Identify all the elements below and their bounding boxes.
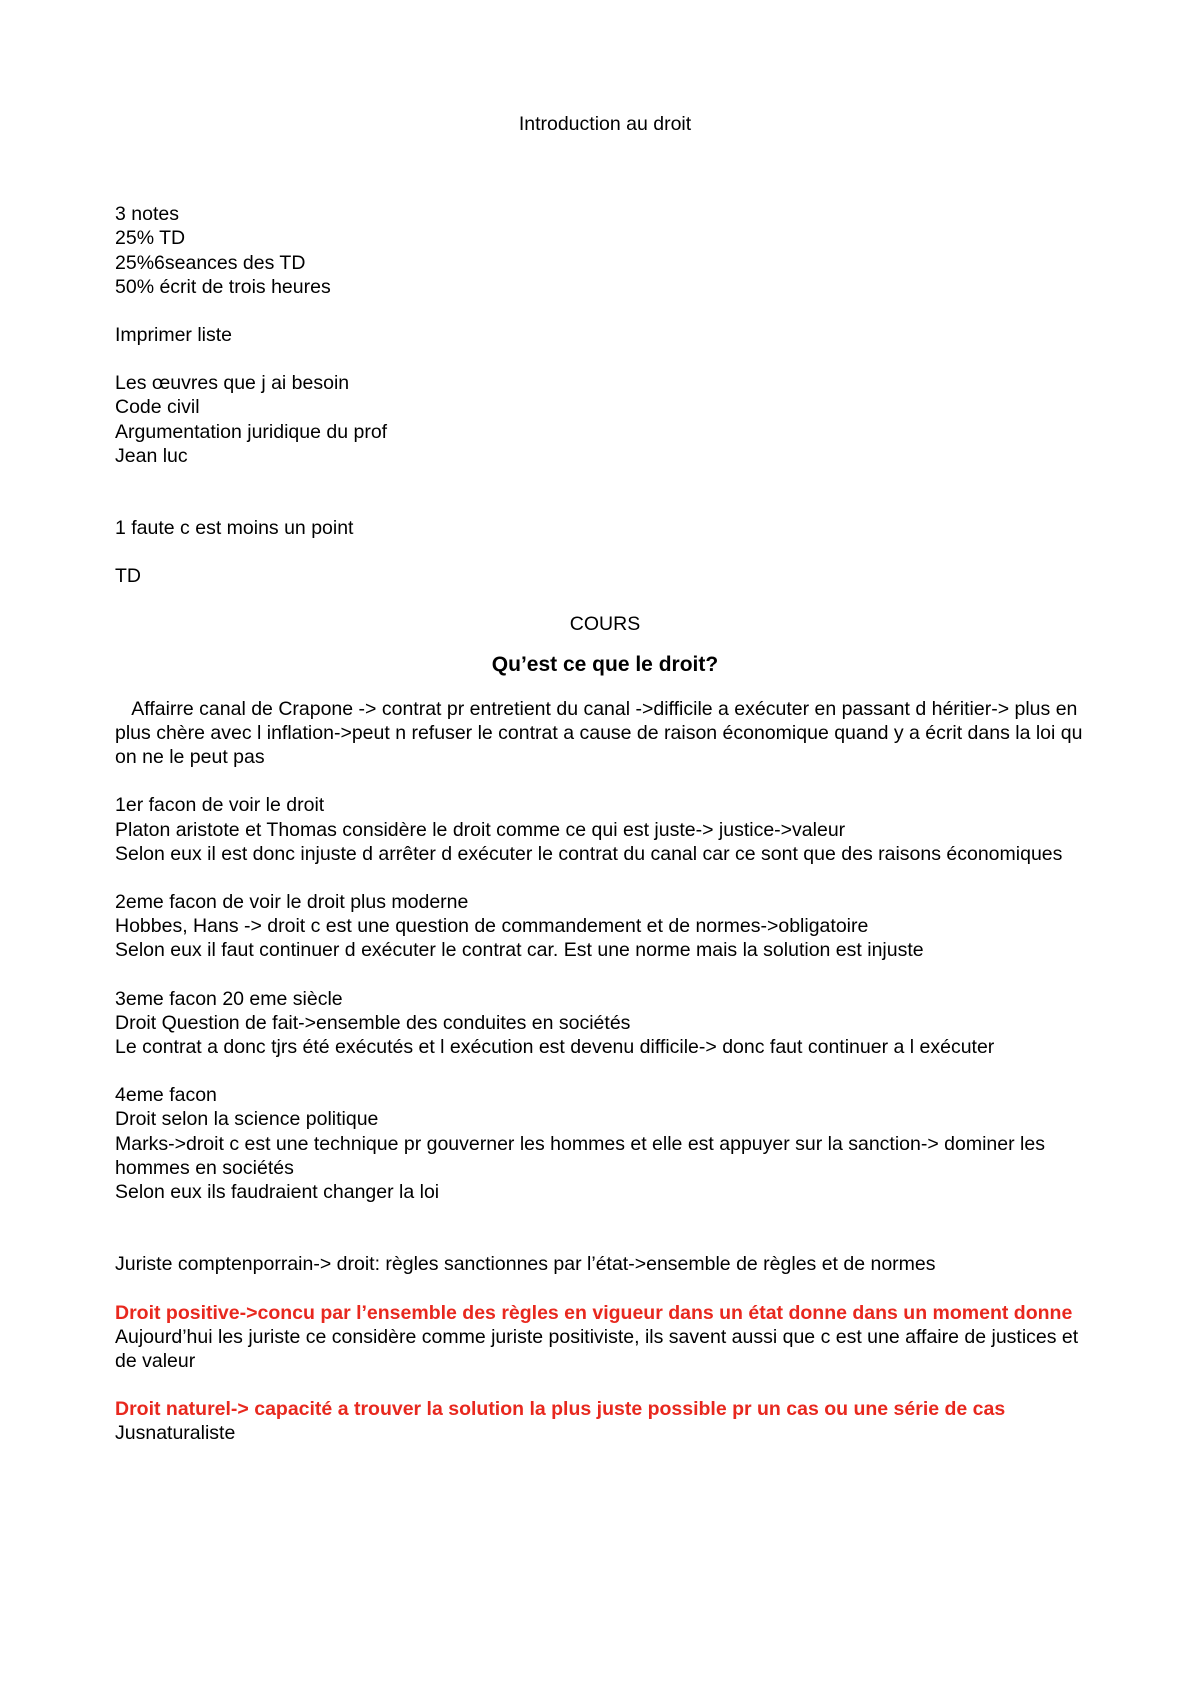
facon-4-line: Droit selon la science politique (115, 1108, 379, 1131)
book-line: Jean luc (115, 444, 188, 467)
droit-naturel-text: Jusnaturaliste (115, 1422, 236, 1445)
droit-naturel-title: Droit naturel-> capacité a trouver la solution la plus juste possible pr un cas ou une série de cas (115, 1398, 1006, 1421)
facon-2-title: 2eme facon de voir le droit plus moderne (115, 891, 469, 914)
book-line: Argumentation juridique du prof (115, 420, 388, 443)
document-body (115, 112, 1095, 1446)
droit-positive-title: Droit positive->concu par l’ensemble des règles en vigueur dans un état donne dans un moment donne (115, 1301, 1073, 1324)
droit-positive-text: Aujourd’hui les juriste ce considère comme juriste positiviste, ils savent aussi que c est une affaire de justices et de valeur (115, 1325, 1079, 1372)
book-line: Code civil (115, 396, 200, 419)
book-line: Les œuvres que j ai besoin (115, 372, 350, 395)
facon-2-line: Hobbes, Hans -> droit c est une question de commandement et de normes->obligatoire (115, 915, 869, 938)
cours-heading: COURS (569, 613, 641, 636)
grading-line: 25% TD (115, 227, 186, 250)
droit-naturel-block (115, 1397, 1095, 1445)
fault-rule: 1 faute c est moins un point (115, 517, 354, 540)
facon-2-line: Selon eux il faut continuer d exécuter le contrat car. Est une norme mais la solution est injuste (115, 939, 924, 962)
books-block (115, 371, 1095, 468)
facon-1-line: Platon aristote et Thomas considère le droit comme ce qui est juste-> justice->valeur (115, 818, 846, 841)
document-title: Introduction au droit (518, 113, 692, 135)
grading-line: 3 notes (115, 203, 179, 226)
print-list-note: Imprimer liste (115, 324, 233, 347)
juriste-definition: Juriste comptenporrain-> droit: règles sanctionnes par l’état->ensemble de règles et de normes (115, 1253, 936, 1276)
facon-4-title: 4eme facon (115, 1084, 217, 1107)
facon-3-block (115, 987, 1095, 1060)
grading-line: 25%6seances des TD (115, 251, 306, 274)
facon-3-line: Droit Question de fait->ensemble des conduites en sociétés (115, 1011, 631, 1034)
facon-1-title: 1er facon de voir le droit (115, 794, 325, 817)
droit-positive-block (115, 1301, 1095, 1374)
crapone-paragraph: Affairre canal de Crapone -> contrat pr entretient du canal ->difficile a exécuter en passant d héritier-> plus en plus chère avec l inflation->peut n refuser le contrat a cause de raison économique quand y a écrit dans la loi qu on ne le peut pas (115, 697, 1088, 769)
facon-1-line: Selon eux il est donc injuste d arrêter d exécuter le contrat du canal car ce sont que des raisons économiques (115, 842, 1063, 865)
facon-4-line: Marks->droit c est une technique pr gouverner les hommes et elle est appuyer sur la sanction-> dominer les hommes en sociétés (115, 1132, 1045, 1179)
grading-line: 50% écrit de trois heures (115, 275, 331, 298)
facon-3-title: 3eme facon 20 eme siècle (115, 987, 343, 1010)
facon-4-line: Selon eux ils faudraient changer la loi (115, 1181, 440, 1204)
facon-1-block (115, 793, 1095, 866)
facon-2-block (115, 890, 1095, 963)
facon-4-block (115, 1083, 1095, 1204)
facon-3-line: Le contrat a donc tjrs été exécutés et l exécution est devenu difficile-> donc faut continuer a l exécuter (115, 1036, 995, 1059)
grading-block (115, 202, 1095, 299)
td-label: TD (115, 565, 141, 588)
section-heading: Qu’est ce que le droit? (491, 652, 719, 676)
